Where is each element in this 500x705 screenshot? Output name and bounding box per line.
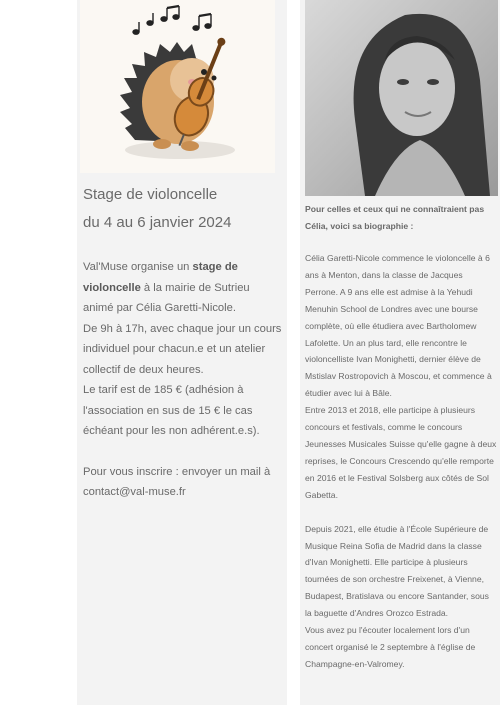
portrait-photo-icon xyxy=(305,0,498,196)
title-line-2: du 4 au 6 janvier 2024 xyxy=(83,214,232,231)
biography-intro: Pour celles et ceux qui ne connaîtraient pas Célia, voici sa biographie : xyxy=(305,204,485,231)
signup-instructions: Pour vous inscrire : envoyer un mail à contact@val-muse.fr xyxy=(83,465,271,498)
description-schedule: De 9h à 17h, avec chaque jour un cours individuel pour chacun.e et un atelier collectif de deux heures. xyxy=(83,322,282,376)
biography-paragraph: Célia Garetti-Nicole commence le violoncelle à 6 ans à Menton, dans la classe de Jacques Perrone. A 9 ans elle est admise à la Yehudi Menuhin School de Londres avec une bourse complète, où elle étudiera avec Bartholomew Lafolette. Un an plus tard, elle rencontre le violoncelliste Ivan Monighetti, dernier élève de Mstislav Rostropovich à Moscou, et commence à étudier avec lui à Bâle. xyxy=(305,253,492,399)
page-title xyxy=(83,181,283,237)
description-text: à la mairie de Sutrieu animé par Célia Garetti-Nicole. xyxy=(83,281,250,314)
description-bold: stage de violoncelle xyxy=(83,261,238,294)
biography-paragraph: Depuis 2021, elle étudie à l'École Supérieure de Musique Reina Sofia de Madrid dans la classe d'Ivan Monighetti. Elle participe à plusieurs tournées de son orchestre Freixenet, à Vienne, Budapest, Bratislava ou encore Santander, sous la baguette d'Andres Orozco Estrada. xyxy=(305,523,489,619)
hedgehog-cello-icon xyxy=(80,0,275,173)
description-paragraph-1 xyxy=(83,257,283,319)
description-price: Le tarif est de 185 € (adhésion à l'association en sus de 15 € le cas échéant pour les non adhérent.e.s). xyxy=(83,384,260,437)
title-line-1: Stage de violoncelle xyxy=(83,186,218,203)
event-description xyxy=(83,257,283,503)
description-text: Val'Muse organise un xyxy=(83,261,193,273)
biography-paragraph: Vous avez pu l'écouter localement lors d'un concert organisé le 2 septembre à l'église de Champagne-en-Valromey. xyxy=(305,625,476,669)
hedgehog-cello-illustration xyxy=(80,0,275,173)
biography-paragraph: Entre 2013 et 2018, elle participe à plusieurs concours et festivals, comme le concours Jeunesses Musicales Suisse qu'elle gagne à deux reprises, le Concours Crescendo qu'elle remporte en 2016 et le Festival Solsberg aux côtés de Sol Gabetta. xyxy=(305,405,497,500)
biography-text xyxy=(305,250,497,673)
portrait-photo xyxy=(305,0,498,196)
